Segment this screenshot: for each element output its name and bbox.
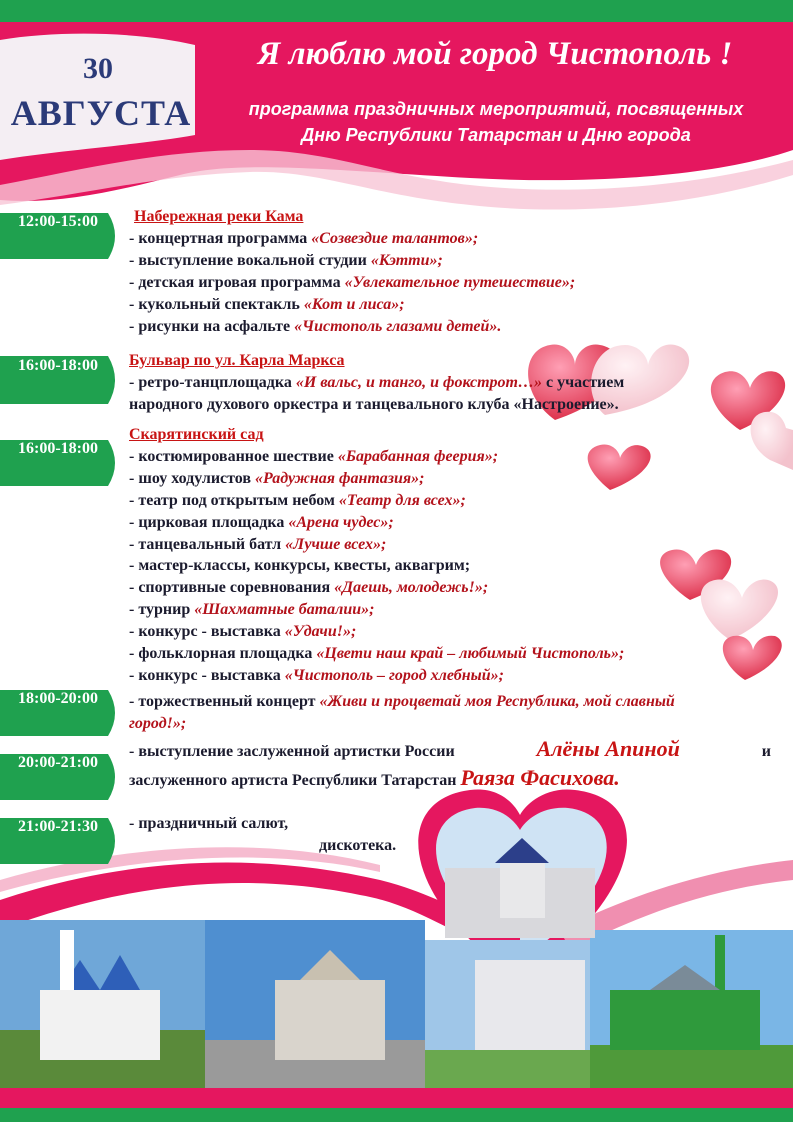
time-slot-5 [0, 754, 122, 800]
time-label: 21:00-21:30 [18, 818, 98, 835]
list-item: - костюмированное шествие «Барабанная феерия»; [129, 447, 499, 465]
list-item: - шоу ходулистов «Радужная фантазия»; [129, 469, 425, 487]
time-slot-2 [0, 357, 122, 403]
section-artists [129, 738, 771, 792]
list-item: - торжественный концерт «Живи и процветай моя Республика, мой славный [129, 693, 675, 710]
artists-line-1: - выступление заслуженной артистки России Алёны Апиной и [129, 736, 771, 761]
list-item: - праздничный салют, [129, 815, 289, 832]
list-item: народного духового оркестра и танцевального клуба «Настроение». [129, 395, 619, 413]
section-fireworks [129, 813, 396, 857]
artists-line-2: заслуженного артиста Республики Татарстан Раяза Фасихова. [129, 764, 620, 790]
list-item: - ретро-танцплощадка «И вальс, и танго, и фокстрот…» с участием [129, 373, 625, 391]
list-item: - конкурс - выставка «Удачи!»; [129, 623, 357, 641]
list-item: - танцевальный батл «Лучше всех»; [129, 535, 387, 553]
list-item: - детская игровая программа «Увлекательное путешествие»; [129, 273, 576, 291]
time-label: 16:00-18:00 [18, 440, 98, 457]
page-title: Я люблю мой город Чистополь ! [257, 36, 733, 72]
section-boulevard [129, 350, 624, 416]
list-item: - кукольный спектакль «Кот и лиса»; [129, 295, 405, 313]
time-label: 18:00-20:00 [18, 690, 98, 707]
time-slot-4 [0, 690, 122, 736]
list-item: - цирковая площадка «Арена чудес»; [129, 513, 394, 531]
list-item: - конкурс - выставка «Чистополь – город хлебный»; [129, 666, 504, 684]
list-item: - рисунки на асфальте «Чистополь глазами детей». [129, 317, 502, 335]
list-item: - театр под открытым небом «Театр для всех»; [129, 491, 466, 509]
date-month: АВГУСТА [10, 93, 192, 133]
time-label: 20:00-21:00 [18, 754, 98, 771]
list-item: - концертная программа «Созвездие талантов»; [129, 230, 479, 247]
section-embankment [134, 206, 303, 228]
list-item: - турнир «Шахматные баталии»; [129, 601, 375, 619]
subtitle-line-2: Дню Республики Татарстан и Дню города [301, 125, 691, 145]
section-garden [129, 424, 624, 687]
list-item: - спортивные соревнования «Даешь, молодежь!»; [129, 579, 489, 597]
time-slot-1 [0, 213, 122, 259]
subtitle-line-1: программа праздничных мероприятий, посвященных [248, 99, 744, 119]
date-day: 30 [83, 52, 113, 85]
list-item: - выступление вокальной студии «Кэтти»; [129, 251, 443, 269]
section-embankment-items [129, 228, 575, 338]
gazebo-photo [445, 828, 595, 938]
time-tags [0, 0, 130, 1122]
time-slot-6 [0, 818, 122, 864]
section-place: Набережная реки Кама [134, 208, 304, 225]
section-place: Скарятинский сад [129, 426, 264, 443]
section-place: Бульвар по ул. Карла Маркса [129, 352, 345, 369]
time-label: 12:00-15:00 [18, 213, 98, 230]
time-label: 16:00-18:00 [18, 357, 98, 374]
list-item: город!»; [129, 714, 187, 732]
list-item: - фольклорная площадка «Цвети наш край – любимый Чистополь»; [129, 645, 625, 663]
section-concert [129, 691, 675, 735]
list-item: дискотека. [319, 836, 397, 854]
list-item: - мастер-классы, конкурсы, квесты, аквагрим; [129, 557, 471, 575]
time-slot-3 [0, 440, 122, 486]
